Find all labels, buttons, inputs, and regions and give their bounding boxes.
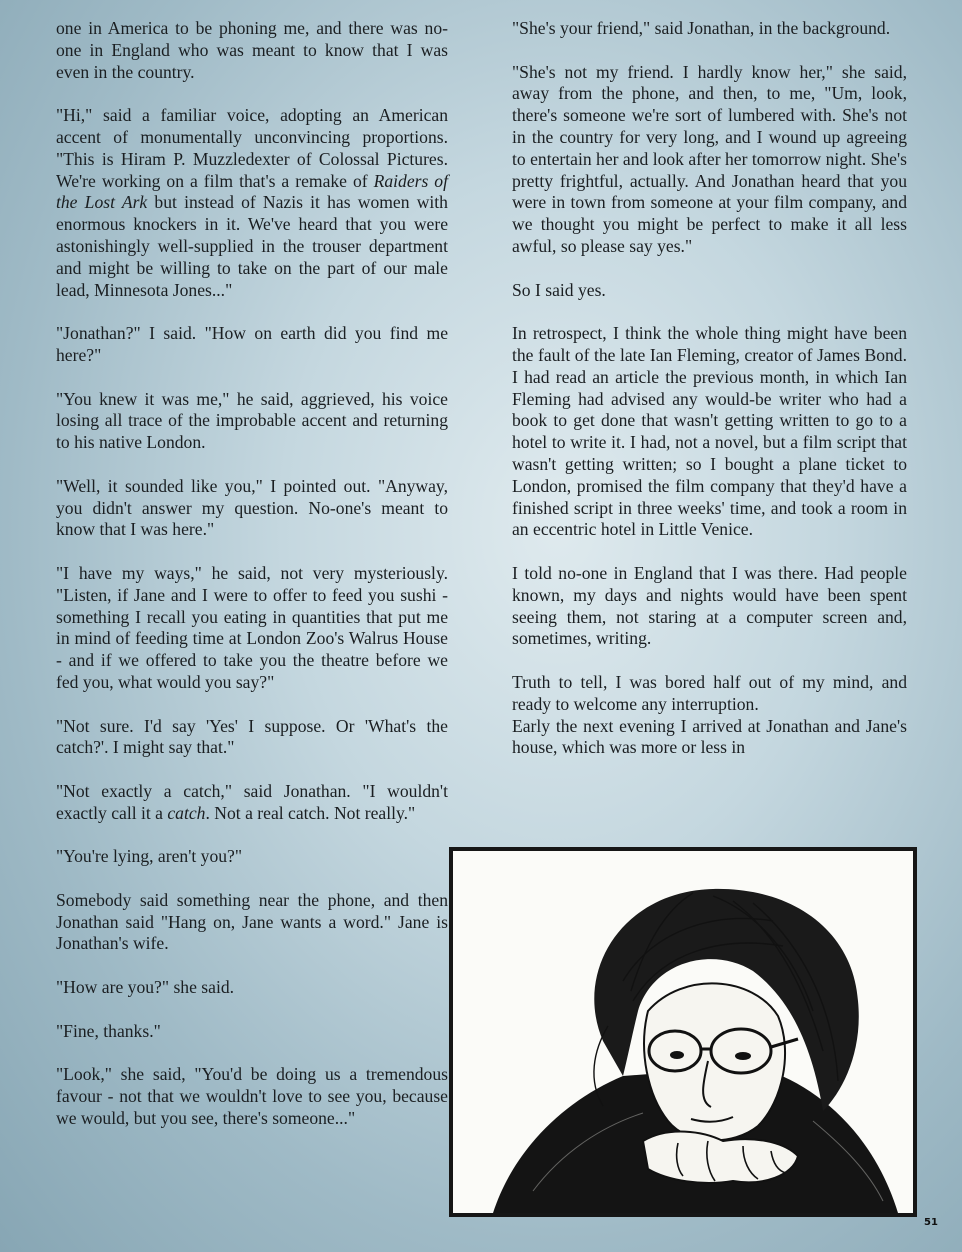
paragraph-text: "Hi," said a familiar voice, adopting an American accent of monumentally unconvincing proportions. "This is Hiram P. Muzzledexter of Colossal Pictures. We're working on a film that's a remake of [56, 105, 448, 191]
paragraph: "How are you?" she said. [56, 977, 235, 998]
paragraph: "She's not my friend. I hardly know her," she said, away from the phone, and then, to me, "Um, look, there's someone we're sort of lumbered with. She's not in the country for very long, and I wound up agreeing to entertain her and look after her tomorrow night. She's pretty frightful, actually. And Jonathan heard that you were in town from someone at your film company, and we thought you might be perfect to make it all less awful, so please say yes." [512, 61, 908, 256]
paragraph: Early the next evening I arrived at Jonathan and Jane's house, which was more or less in [512, 715, 907, 758]
paragraph: So I said yes. [512, 279, 606, 300]
paragraph: Truth to tell, I was bored half out of my mind, and ready to welcome any interruption. [512, 671, 907, 714]
paragraph: In retrospect, I think the whole thing might have been the fault of the late Ian Fleming, creator of James Bond. I had read an article the previous month, in which Ian Fleming had advised any would-be writer who had a book to get done that wasn't getting written to go to a hotel to write it. I had, not a novel, but a film script that wasn't getting written; so I bought a plane ticket to London, promised the film company that they'd have a finished script in three weeks' time, and took a room in an eccentric hotel in Little Venice. [512, 323, 907, 540]
paragraph: "Well, it sounded like you," I pointed out. "Anyway, you didn't answer my question. No-one's meant to know that I was here." [56, 475, 448, 540]
film-title: Raiders of the Lost Ark [56, 170, 448, 213]
paragraph: Somebody said something near the phone, and then Jonathan said "Hang on, Jane wants a word." Jane is Jonathan's wife. [56, 889, 448, 954]
paragraph [56, 105, 448, 301]
paragraph: "Look," she said, "You'd be doing us a tremendous favour - not that we wouldn't love to see you, because we would, but you see, there's someone..." [56, 1064, 448, 1128]
paragraph: one in America to be phoning me, and there was no-one in England who was meant to know that I was even in the country. [56, 18, 448, 82]
paragraph: "She's your friend," said Jonathan, in the background. [512, 18, 891, 38]
paragraph: "You're lying, aren't you?" [56, 846, 243, 867]
emphasis: catch [167, 802, 206, 823]
paragraph: "Jonathan?" I said. "How on earth did you find me here?" [56, 323, 448, 365]
paragraph [56, 781, 448, 825]
paragraph: "Not sure. I'd say 'Yes' I suppose. Or 'What's the catch?'. I might say that." [56, 715, 448, 758]
paragraph: "I have my ways," he said, not very mysteriously. "Listen, if Jane and I were to offer to feed you sushi - something I recall you eating in quantities that put me in mind of feeding time at London Zoo's Walrus House - and if we offered to take you the theatre before we fed you, what would you say?" [56, 562, 448, 692]
paragraph: "Fine, thanks." [56, 1020, 161, 1041]
paragraph-text: "Not exactly a catch," said Jonathan. "I wouldn't exactly call it a [56, 780, 448, 823]
right-text-column [512, 18, 907, 781]
ink-drawing-of-man-with-glasses [453, 851, 913, 1213]
paragraph: "You knew it was me," he said, aggrieved, his voice losing all trace of the improbable accent and returning to his native London. [56, 388, 448, 453]
portrait-illustration [449, 847, 917, 1217]
page-number: 51 [924, 1217, 938, 1228]
left-text-column [56, 18, 448, 1151]
paragraph: I told no-one in England that I was there. Had people known, my days and nights would have been spent seeing them, not staring at a computer screen and, sometimes, writing. [512, 562, 907, 649]
paragraph-text: . Not a real catch. Not really." [205, 802, 416, 823]
paragraph-text: but instead of Nazis it has women with enormous knockers in it. We've heard that you were astonishingly well-supplied in the trouser department and might be willing to take on the part of our male lead, Minnesota Jones..." [56, 192, 448, 300]
